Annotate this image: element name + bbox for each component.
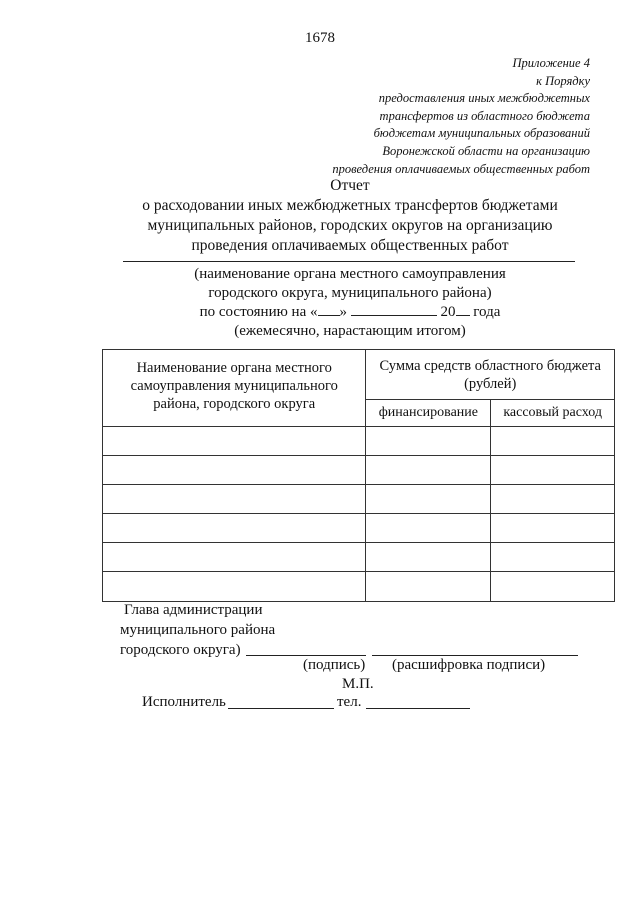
head-title-line-1: Глава администрации [124, 602, 263, 618]
table-cell[interactable] [366, 427, 491, 456]
seal-mark: М.П. [342, 676, 374, 692]
table-row [103, 572, 615, 602]
periodicity-note: (ежемесячно, нарастающим итогом) [234, 322, 466, 339]
report-date [60, 302, 640, 322]
date-century: 20 [440, 304, 456, 320]
head-title-line-3: городского округа) [120, 642, 241, 658]
appendix-line: к Порядку [536, 73, 590, 88]
phone-label: тел. [337, 694, 362, 710]
table-row [103, 427, 615, 456]
organ-name-line [123, 261, 575, 262]
table-cell[interactable] [491, 427, 615, 456]
year-blank [456, 302, 470, 316]
executor-line [228, 708, 334, 709]
decoding-caption: (расшифровка подписи) [392, 657, 546, 673]
month-blank [351, 302, 437, 316]
table-cell[interactable] [366, 572, 491, 602]
table-cell[interactable] [366, 514, 491, 543]
col-header-cash-expense: кассовый расход [491, 400, 615, 427]
date-prefix: по состоянию на « [199, 304, 318, 320]
table-cell[interactable] [366, 485, 491, 514]
date-mid: » [339, 304, 347, 320]
day-blank [318, 302, 340, 316]
table-cell[interactable] [103, 543, 366, 572]
col-header-sum: Сумма средств областного бюджета (рублей) [366, 350, 615, 400]
head-title-line-2: муниципального района [120, 622, 276, 638]
table-cell[interactable] [103, 514, 366, 543]
table-row [103, 485, 615, 514]
table-cell[interactable] [491, 456, 615, 485]
table-cell[interactable] [366, 543, 491, 572]
col-header-financing: финансирование [366, 400, 491, 427]
table-cell[interactable] [103, 572, 366, 602]
col-header-organ-text: Наименование органа местного самоуправления муниципального района, городского округа [130, 360, 338, 412]
appendix-line: Приложение 4 [512, 56, 590, 70]
report-title [60, 176, 640, 256]
table-row [103, 543, 615, 572]
appendix-line: трансфертов из областного бюджета [379, 108, 590, 123]
table-cell[interactable] [491, 485, 615, 514]
table-cell[interactable] [103, 485, 366, 514]
appendix-block [260, 55, 590, 178]
organ-name-caption-2: городского округа, муниципального района) [208, 284, 492, 301]
appendix-line: проведения оплачиваемых общественных работ [332, 161, 590, 176]
title-line: проведения оплачиваемых общественных работ [191, 237, 509, 254]
title-line: о расходовании иных межбюджетных трансфертов бюджетами [142, 197, 558, 214]
table-row [103, 514, 615, 543]
appendix-line: бюджетам муниципальных образований [373, 126, 590, 141]
signature-caption: (подпись) [303, 657, 366, 673]
table-cell[interactable] [103, 427, 366, 456]
date-suffix: года [473, 304, 501, 320]
appendix-line: Воронежской области на организацию [382, 143, 590, 158]
executor-label: Исполнитель [142, 694, 226, 710]
appendix-line: предоставления иных межбюджетных [378, 91, 590, 106]
table-cell[interactable] [491, 514, 615, 543]
organ-name-caption: (наименование органа местного самоуправления [194, 266, 506, 282]
title-heading: Отчет [330, 177, 370, 194]
phone-line [366, 708, 470, 709]
page-number: 1678 [305, 30, 335, 46]
report-subtitle [60, 265, 640, 340]
table-cell[interactable] [103, 456, 366, 485]
table-cell[interactable] [366, 456, 491, 485]
table-cell[interactable] [491, 572, 615, 602]
table-cell[interactable] [491, 543, 615, 572]
report-table [102, 349, 615, 602]
table-row [103, 456, 615, 485]
title-line: муниципальных районов, городских округов на организацию [147, 217, 553, 234]
col-header-organ [103, 350, 366, 427]
